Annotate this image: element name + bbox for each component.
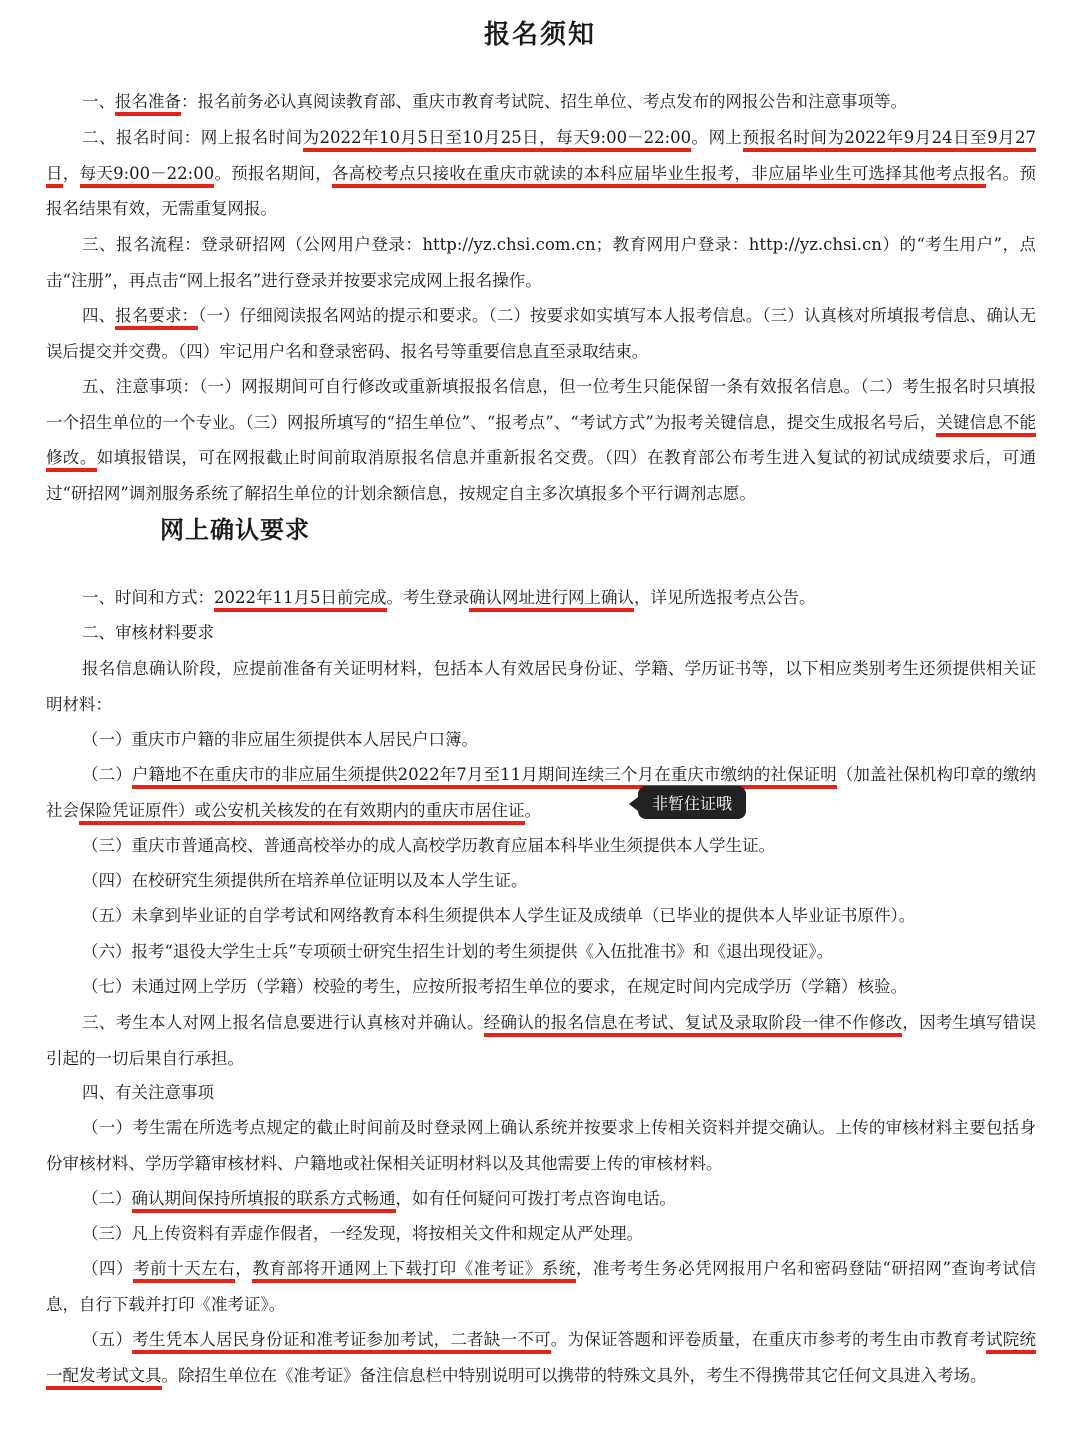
section-title-online-confirmation: 网上确认要求 [160,515,310,544]
paragraph-material-intro: 报名信息确认阶段，应提前准备有关证明材料，包括本人有效居民身份证、学籍、学历证书等，以下相应类别考生还须提供相关证明材料： [46,659,1036,714]
list-item-material-7: （七）未通过网上学历（学籍）校验的考生，应按所报考招生单位的要求，在规定时间内完成学历（学籍）核验。 [82,977,907,996]
list-item-material-6: （六）报考“退役大学生士兵”专项硕士研究生招生计划的考生须提供《入伍批准书》和《退出现役证》。 [82,942,834,961]
list-item-material-1: （一）重庆市户籍的非应届生须提供本人居民户口簿。 [82,730,478,749]
list-item-material-3: （三）重庆市普通高校、普通高校举办的成人高校学历教育应届本科毕业生须提供本人学生证。 [82,836,775,855]
list-item-material-5: （五）未拿到毕业证的自学考试和网络教育本科生须提供本人学生证及成绩单（已毕业的提供本人毕业证书原件）。 [82,906,916,925]
list-item-note-1: （一）考生需在所选考点规定的截止时间前及时登录网上确认系统并按要求上传相关资料并提交确认。上传的审核材料主要包括身份审核材料、学历学籍审核材料、户籍地或社保相关证明材料以及其他需要上传的审核材料。 [46,1118,1036,1173]
paragraph-confirm-time: 一、时间和方式：2022年11月5日前完成。考生登录确认网址进行网上确认，详见所选报考点公告。 [46,580,1036,616]
list-item-material-2: （二）户籍地不在重庆市的非应届生须提供2022年7月至11月期间连续三个月在重庆市缴纳的社保证明（加盖社保机构印章的缴纳社会保险凭证原件）或公安机关核发的在有效期内的重庆市居住证。 [46,757,1036,828]
list-item-note-2: （二）确认期间保持所填报的联系方式畅通，如有任何疑问可拨打考点咨询电话。 [46,1181,1036,1217]
list-item-note-5: （五）考生凭本人居民身份证和准考证参加考试，二者缺一不可。为保证答题和评卷质量，在重庆市参考的考生由市教育考试院统一配发考试文具。除招生单位在《准考证》备注信息栏中特别说明可以携带的特殊文具外，考生不得携带其它任何文具进入考场。 [46,1322,1036,1393]
paragraph-notes-heading: 四、有关注意事项 [82,1083,214,1102]
list-item-note-4: （四）考前十天左右，教育部将开通网上下载打印《准考证》系统，准考考生务必凭网报用户名和密码登陆“研招网”查询考试信息，自行下载并打印《准考证》。 [46,1259,1037,1314]
paragraph-registration-process: 三、报名流程：登录研招网（公网用户登录：http://yz.chsi.com.cn；教育网用户登录：http://yz.chsi.cn）的“考生用户”，点击“注册”，再点击“网上报名”进行登录并按要求完成网上报名操作。 [46,235,1036,290]
list-item-note-3: （三）凡上传资料有弄虚作假者，一经发现，将按相关文件和规定从严处理。 [82,1224,643,1243]
paragraph-material-heading: 二、审核材料要求 [82,623,214,642]
paragraph-registration-requirements: 四、报名要求：（一）仔细阅读报名网站的提示和要求。（二）按要求如实填写本人报考信息。（三）认真核对所填报考信息、确认无误后提交并交费。（四）牢记用户名和登录密码、报名号等重要信息直至录取结束。 [46,306,1037,361]
paragraph-registration-time: 二、报名时间：网上报名时间为2022年10月5日至10月25日，每天9:00－22:00。网上预报名时间为2022年9月24日至9月27日，每天9:00－22:00。预报名期间，各高校考点只接收在重庆市就读的本科应届毕业生报考，非应届毕业生可选择其他考点报名。预报名结果有效，无需重复网报。 [46,128,1037,218]
paragraph-notes: 五、注意事项：（一）网报期间可自行修改或重新填报报名信息，但一位考生只能保留一条有效报名信息。（二）考生报名时只填报一个招生单位的一个专业。（三）网报所填写的“招生单位”、“报考点”、“考试方式”为报考关键信息，提交生成报名号后，关键信息不能修改。如填报错误，可在网报截止时间前取消原报名信息并重新报名交费。（四）在教育部公布考生进入复试的初试成绩要求后，可通过“研招网”调剂服务系统了解招生单位的计划余额信息，按规定自主多次填报多个平行调剂志愿。 [46,377,1037,503]
paragraph-registration-prep: 一、报名准备：报名前务必认真阅读教育部、重庆市教育考试院、招生单位、考点发布的网报公告和注意事项等。 [46,84,1036,120]
list-item-material-4: （四）在校研究生须提供所在培养单位证明以及本人学生证。 [82,871,528,890]
page-title: 报名须知 [483,20,596,50]
paragraph-verify: 三、考生本人对网上报名信息要进行认真核对并确认。经确认的报名信息在考试、复试及录取阶段一律不作修改，因考生填写错误引起的一切后果自行承担。 [46,1013,1037,1068]
annotation-bubble: 非暂住证哦 [638,786,746,819]
